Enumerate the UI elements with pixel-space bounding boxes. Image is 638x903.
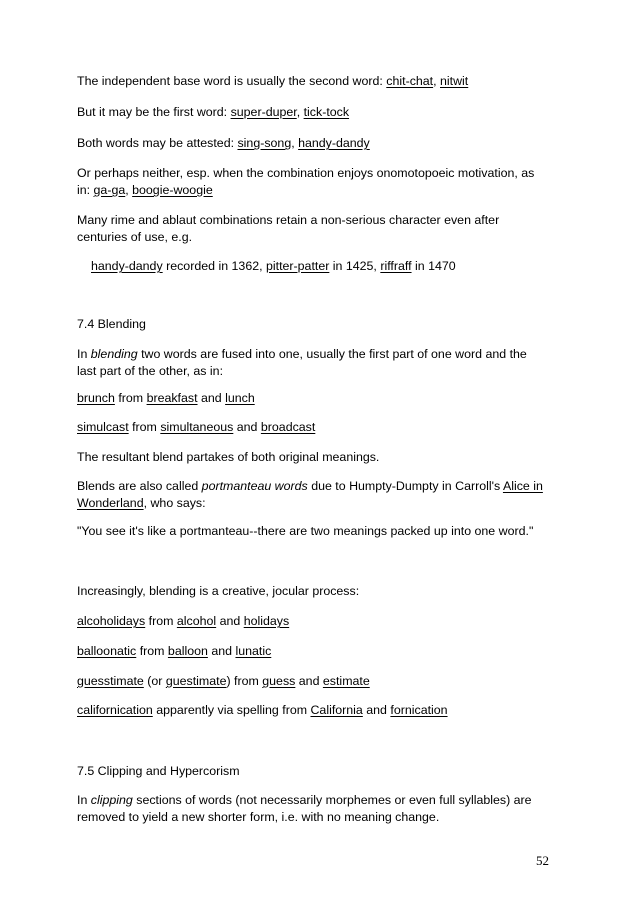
blend-example-californication — [77, 702, 448, 719]
example-word: breakfast — [146, 391, 198, 405]
text: sections of words (not necessarily morphemes or even full syllables) are — [132, 793, 532, 807]
example-word: California — [310, 703, 363, 717]
paragraph-blending-line-1 — [77, 346, 527, 363]
blend-example-guesstimate — [77, 673, 370, 690]
text: and — [197, 391, 226, 405]
text: apparently via spelling from — [152, 703, 311, 717]
example-word: simulcast — [77, 420, 129, 434]
example-word: nitwit — [440, 74, 469, 88]
example-word: balloon — [167, 644, 208, 658]
term: blending — [90, 347, 138, 361]
paragraph-clipping-line-1 — [77, 792, 532, 809]
section-heading-clipping: 7.5 Clipping and Hypercorism — [77, 764, 240, 778]
term: portmanteau words — [201, 479, 308, 493]
example-word: guesstimate — [77, 674, 144, 688]
example-word: sing-song — [237, 136, 292, 150]
paragraph-both-attested — [77, 135, 370, 152]
text: ) from — [226, 674, 263, 688]
text: (or — [143, 674, 166, 688]
paragraph-neither-line-2 — [77, 182, 213, 199]
text: , — [125, 183, 133, 197]
example-word: californication — [77, 703, 153, 717]
example-word: alcohol — [176, 614, 217, 628]
text: from — [136, 644, 168, 658]
text: in: — [77, 183, 94, 197]
text: In — [77, 347, 91, 361]
example-word: balloonatic — [77, 644, 137, 658]
book-title: Alice in — [502, 479, 543, 493]
text: , — [296, 105, 304, 119]
example-word: lunatic — [235, 644, 272, 658]
text: But it may be the first word: — [77, 105, 231, 119]
text: from — [145, 614, 177, 628]
example-word: riffraff — [380, 259, 412, 273]
term: clipping — [90, 793, 133, 807]
paragraph-jocular-process: Increasingly, blending is a creative, jocular process: — [77, 584, 360, 598]
blend-example-balloonatic — [77, 643, 271, 660]
text: recorded in 1362, — [162, 259, 266, 273]
text: The independent base word is usually the second word: — [77, 74, 387, 88]
example-word: boogie-woogie — [132, 183, 213, 197]
text: Blends are also called — [77, 479, 202, 493]
example-word: alcoholidays — [77, 614, 146, 628]
text: , — [291, 136, 299, 150]
paragraph-blending-line-2: last part of the other, as in: — [77, 364, 224, 378]
text: in 1425, — [329, 259, 381, 273]
example-word: estimate — [322, 674, 370, 688]
example-word: brunch — [77, 391, 115, 405]
blend-example-brunch — [77, 390, 255, 407]
paragraph-portmanteau-line-1 — [77, 478, 543, 495]
paragraph-clipping-line-2: removed to yield a new shorter form, i.e. with no meaning change. — [77, 810, 440, 824]
text: In — [77, 793, 91, 807]
paragraph-rime-ablaut-line-1: Many rime and ablaut combinations retain a non-serious character even after — [77, 213, 500, 227]
text: and — [295, 674, 323, 688]
humpty-dumpty-quote: "You see it's like a portmanteau--there are two meanings packed up into one word." — [77, 524, 534, 538]
example-word: simultaneous — [160, 420, 234, 434]
paragraph-base-word-first — [77, 104, 349, 121]
paragraph-portmanteau-line-2 — [77, 495, 206, 512]
example-word: tick-tock — [303, 105, 350, 119]
example-word: guess — [262, 674, 296, 688]
text: from — [128, 420, 161, 434]
indented-examples — [91, 258, 456, 275]
paragraph-neither-line-1: Or perhaps neither, esp. when the combination enjoys onomotopoeic motivation, as — [77, 166, 535, 180]
example-word: fornication — [390, 703, 448, 717]
example-word: guestimate — [165, 674, 227, 688]
example-word: super-duper — [230, 105, 297, 119]
book-title: Wonderland — [77, 496, 144, 510]
text: , — [433, 74, 440, 88]
example-word: chit-chat — [386, 74, 434, 88]
text: and — [233, 420, 261, 434]
text: Both words may be attested: — [77, 136, 238, 150]
text: , who says: — [143, 496, 206, 510]
text: two words are fused into one, usually the first part of one word and the — [137, 347, 527, 361]
paragraph-resultant-blend: The resultant blend partakes of both original meanings. — [77, 450, 380, 464]
text: and — [207, 644, 236, 658]
example-word: handy-dandy — [298, 136, 370, 150]
paragraph-rime-ablaut-line-2: centuries of use, e.g. — [77, 230, 193, 244]
example-word: broadcast — [260, 420, 316, 434]
paragraph-base-word-second — [77, 73, 468, 90]
example-word: lunch — [225, 391, 255, 405]
text: from — [114, 391, 147, 405]
example-word: handy-dandy — [91, 259, 163, 273]
text: and — [216, 614, 244, 628]
text: due to Humpty-Dumpty in Carroll's — [307, 479, 503, 493]
example-word: holidays — [243, 614, 290, 628]
text: in 1470 — [411, 259, 456, 273]
text: and — [362, 703, 391, 717]
page-number: 52 — [536, 853, 549, 868]
blend-example-simulcast — [77, 419, 315, 436]
example-word: ga-ga — [93, 183, 126, 197]
section-heading-blending: 7.4 Blending — [77, 317, 146, 331]
example-word: pitter-patter — [265, 259, 330, 273]
blend-example-alcoholidays — [77, 613, 289, 630]
